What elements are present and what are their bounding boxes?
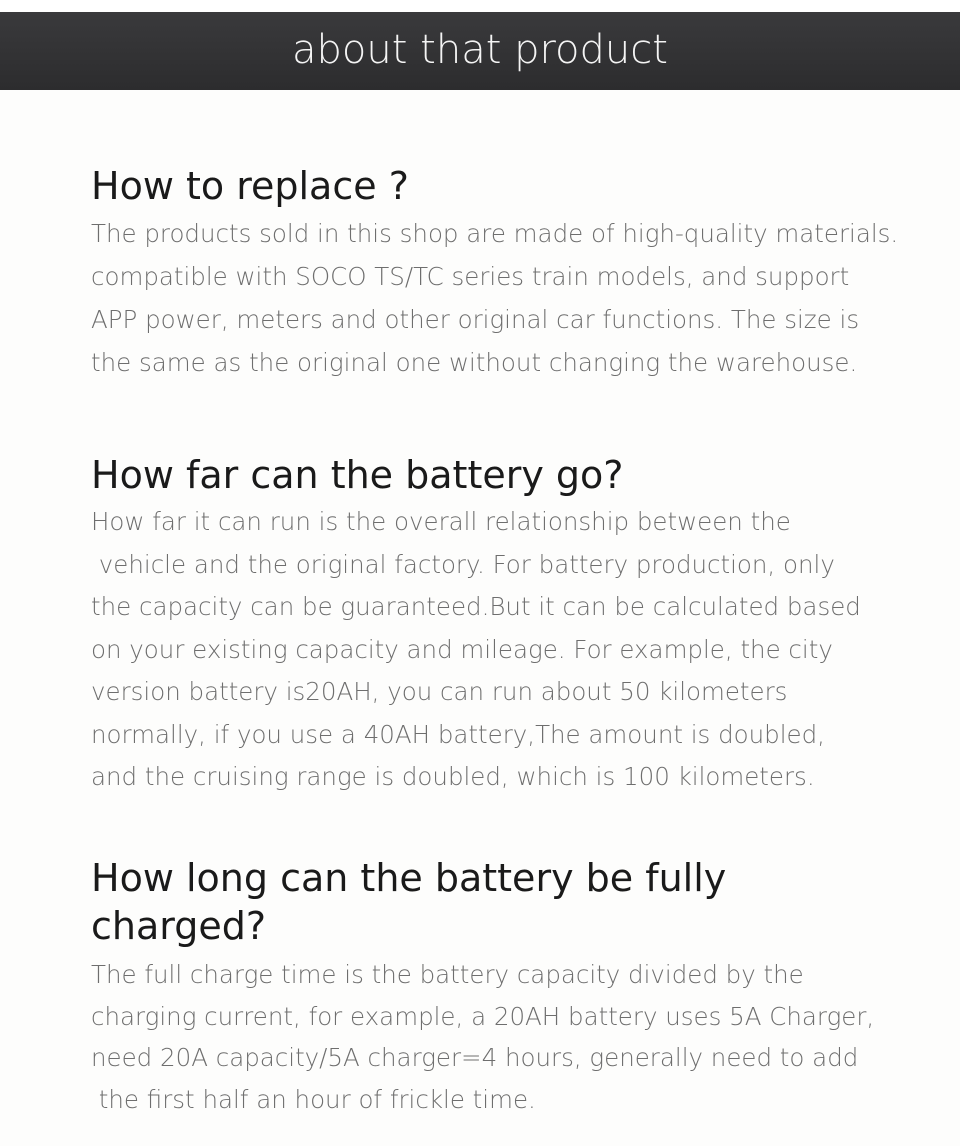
body-line: charging current, for example, a 20AH battery uses 5A Charger,: [91, 1001, 875, 1031]
body-line: the capacity can be guaranteed.But it can be calculated based: [91, 592, 861, 621]
section-header-title: about that product: [292, 27, 668, 73]
body-line: compatible with SOCO TS/TC series train models, and support: [91, 262, 850, 291]
faq-body-battery-range: [91, 501, 931, 799]
faq-section-charge-time: [91, 854, 931, 1120]
faq-section-battery-range: [91, 451, 931, 799]
body-line: and the cruising range is doubled, which is 100 kilometers.: [91, 762, 815, 791]
body-line: version battery is20AH, you can run about 50 kilometers: [91, 677, 788, 706]
body-line: on your existing capacity and mileage. For example, the city: [91, 634, 833, 664]
body-line: vehicle and the original factory. For battery production, only: [91, 549, 835, 579]
body-line: APP power, meters and other original car functions. The size is: [91, 305, 860, 334]
faq-body-replace: [91, 212, 931, 384]
body-line: the same as the original one without changing the warehouse.: [91, 348, 858, 377]
faq-section-replace: [91, 162, 931, 384]
top-margin: [0, 0, 960, 12]
heading-line: charged?: [91, 904, 267, 948]
content-area: [0, 90, 960, 1146]
section-header-bar: [0, 12, 960, 90]
faq-body-charge-time: [91, 954, 931, 1120]
body-line: How far it can run is the overall relationship between the: [91, 507, 791, 536]
faq-heading-charge-time: [91, 854, 931, 950]
body-line: The products sold in this shop are made of high-quality materials.: [91, 219, 899, 248]
faq-heading-replace: How to replace ?: [91, 164, 409, 208]
body-line: need 20A capacity/5A charger=4 hours, generally need to add: [91, 1043, 859, 1072]
faq-heading-battery-range: How far can the battery go?: [91, 453, 624, 497]
body-line: The full charge time is the battery capacity divided by the: [91, 960, 804, 989]
body-line: normally, if you use a 40AH battery,The amount is doubled,: [91, 719, 825, 749]
heading-line: How long can the battery be fully: [91, 856, 727, 900]
body-line: the first half an hour of frickle time.: [91, 1084, 536, 1114]
